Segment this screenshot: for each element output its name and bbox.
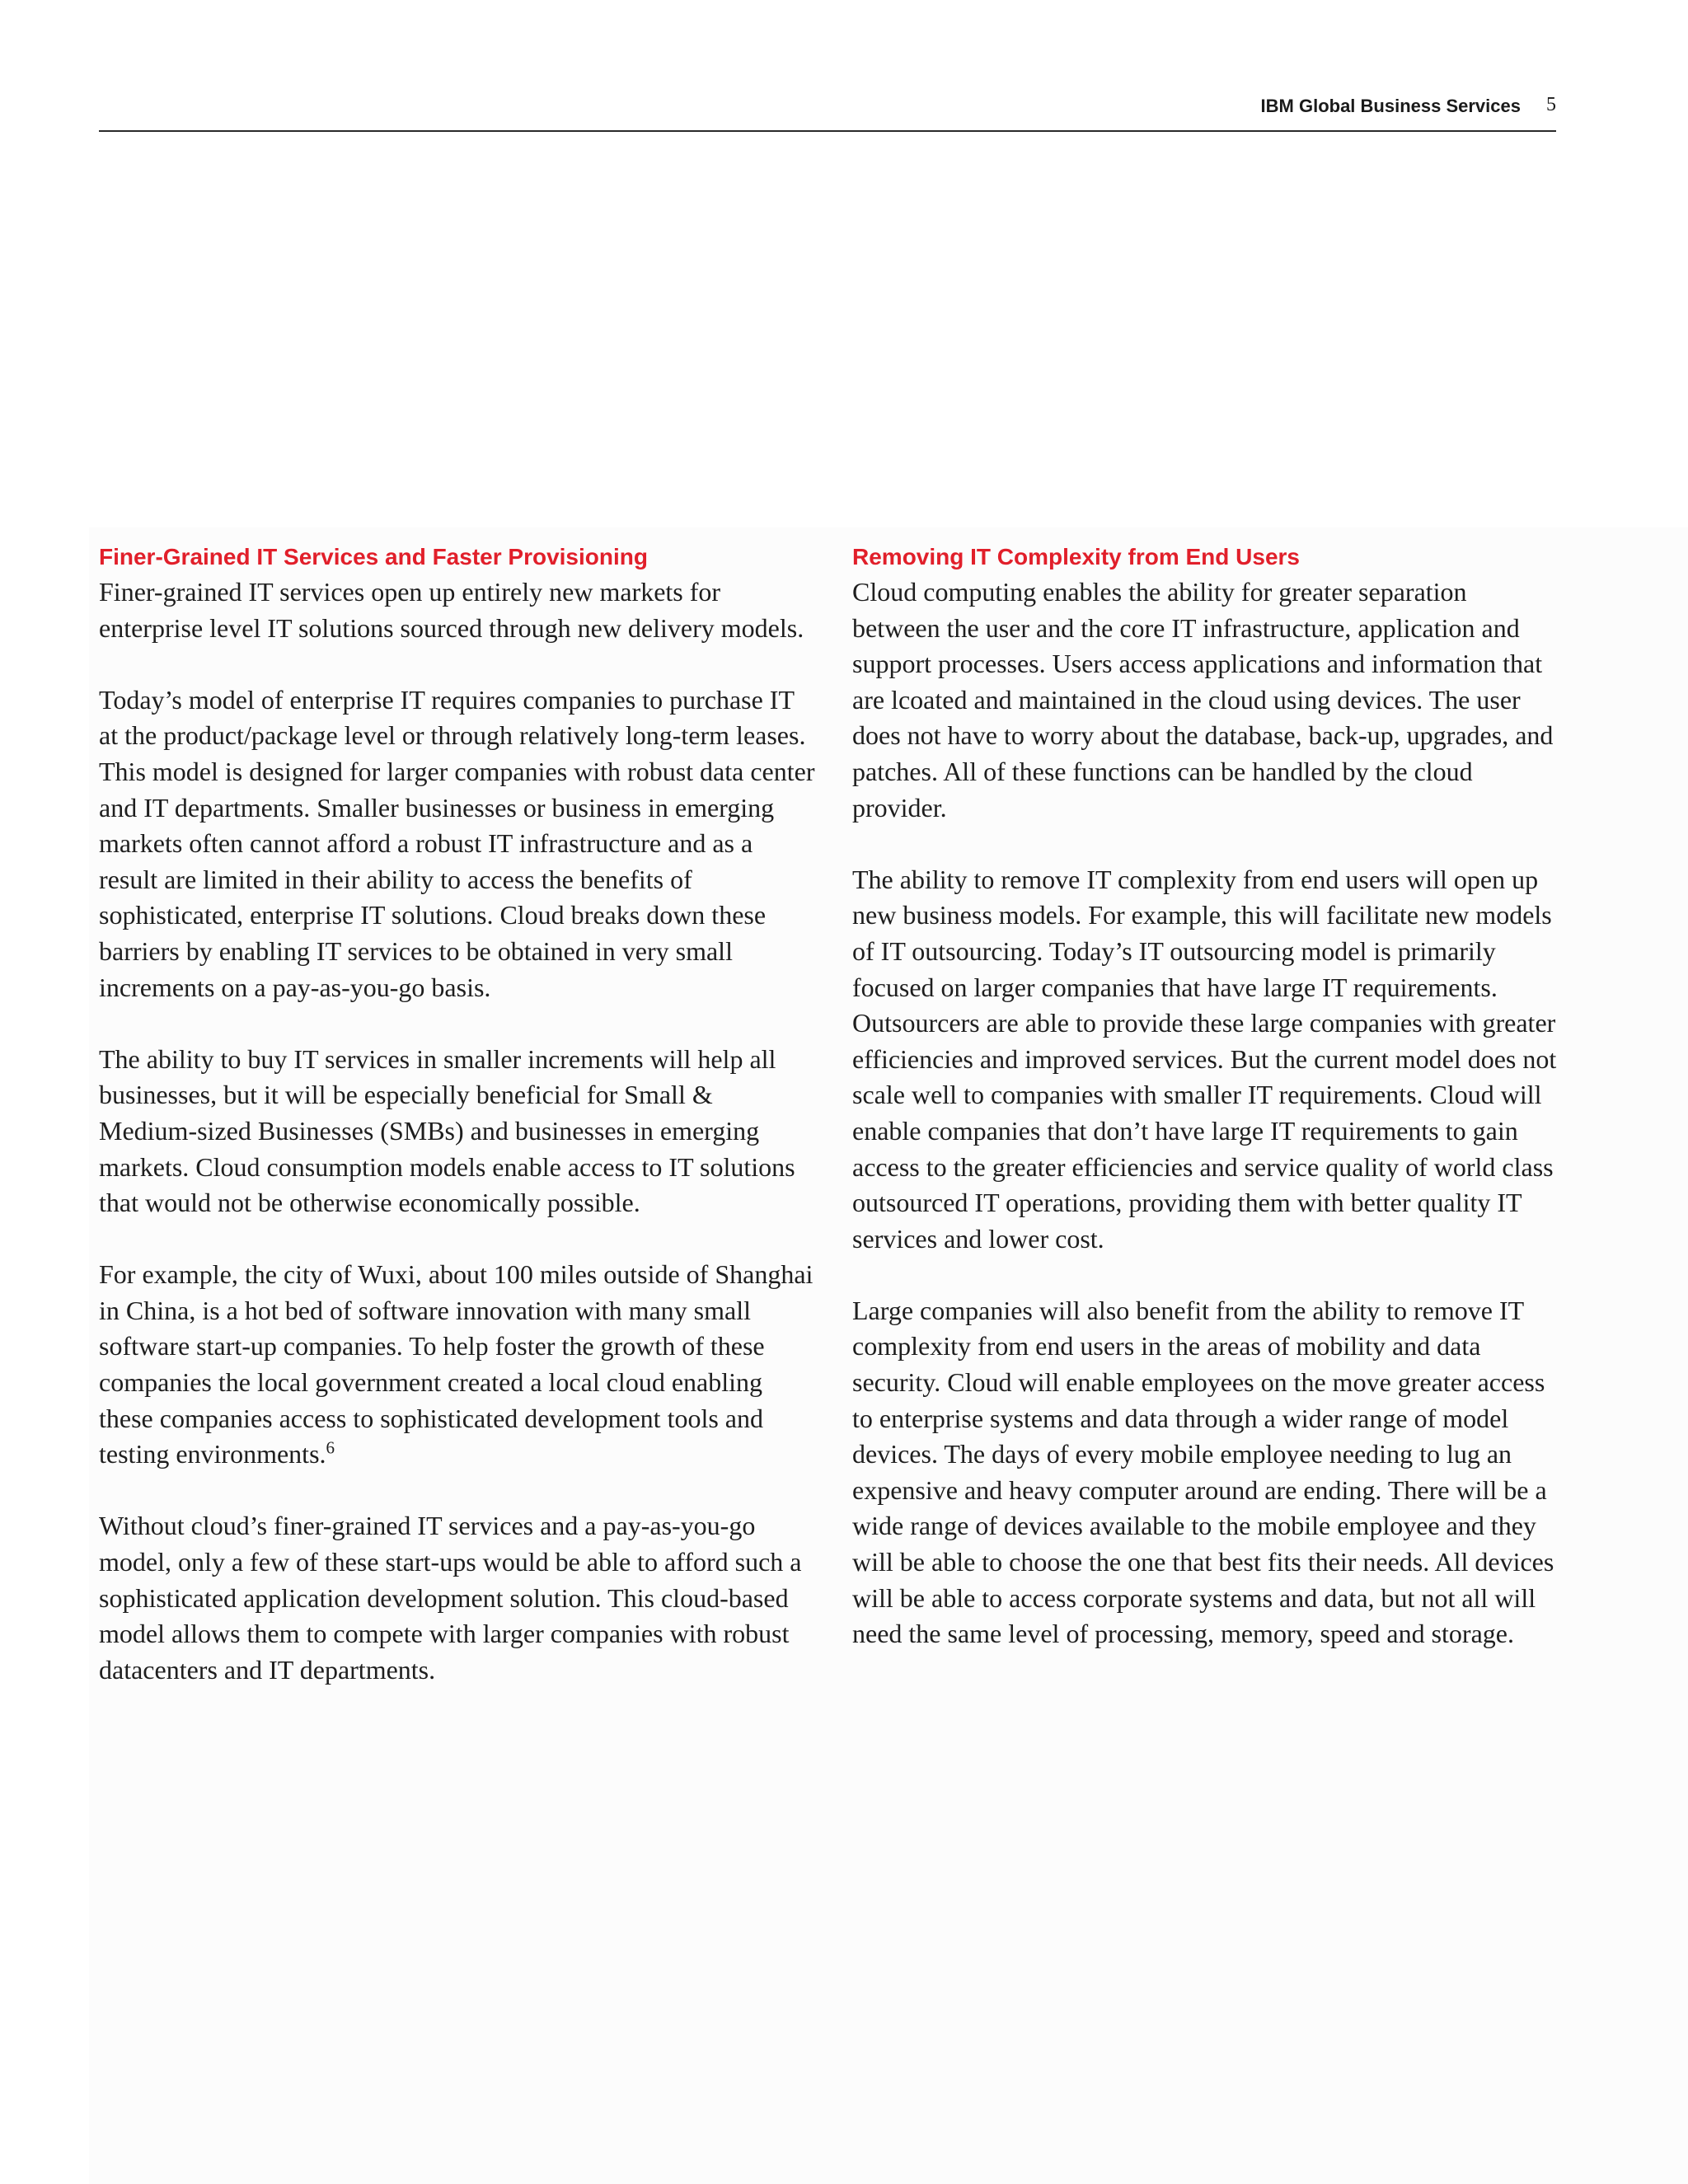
right-column [852, 540, 1561, 1688]
paragraph: The ability to remove IT complexity from end users will open up new business models. For example, this will facilitate new models of IT outsourcing. Today’s IT outsourcing model is primarily focused on larger companies that have large IT requirements. Outsourcers are able to provide these large companies with greater efficiencies and improved services. But the current model does not scale well to companies with smaller IT requirements. Cloud will enable companies that don’t have large IT requirements to gain access to the greater efficiencies and service quality of world class outsourced IT operations, providing them with better quality IT services and lower cost. [852, 864, 1557, 1254]
section-heading-finer-grained: Finer-Grained IT Services and Faster Provisioning [99, 544, 648, 569]
publisher-label: IBM Global Business Services [1260, 96, 1521, 116]
paragraph: Finer-grained IT services open up entirely new markets for enterprise level IT solutions sourced through new delivery models. [99, 577, 804, 643]
paragraph: Large companies will also benefit from the ability to remove IT complexity from end users in the areas of mobility and data security. Cloud will enable employees on the move greater access to enterprise systems and data through a wider range of model devices. The days of every mobile employee needing to lug an expensive and heavy computer around are ending. There will be a wide range of devices available to the mobile employee and they will be able to choose the one that best fits their needs. All devices will be able to access corporate systems and data, but not all will need the same level of processing, memory, speed and storage. [852, 1295, 1554, 1649]
section-heading-removing-complexity: Removing IT Complexity from End Users [852, 544, 1300, 569]
page-number: 5 [1546, 94, 1556, 115]
paragraph: The ability to buy IT services in smaller increments will help all businesses, but it will be especially beneficial for Small & Medium-sized Businesses (SMBs) and businesses in emerging markets. Cloud consumption models enable access to IT solutions that would not be otherwise economically possible. [99, 1043, 795, 1218]
paragraph: Without cloud’s finer-grained IT services and a pay-as-you-go model, only a few of these start-ups would be able to afford such a sophisticated application development solution. This cloud-based model allows them to compete with larger companies with robust datacenters and IT departments. [99, 1511, 802, 1685]
paragraph: Today’s model of enterprise IT requires companies to purchase IT at the product/package level or through relatively long-term leases. This model is designed for larger companies with robust data center and IT departments. Smaller businesses or business in emerging markets often cannot afford a robust IT infrastructure and as a result are limited in their ability to access the benefits of sophisticated, enterprise IT solutions. Cloud breaks down these barriers by enabling IT services to be obtained in very small increments on a pay-as-you-go basis. [99, 684, 815, 1002]
paragraph: Cloud computing enables the ability for greater separation between the user and the core IT infrastructure, application and support processes. Users access applications and information that are lcoated and maintained in the cloud using devices. The user does not have to worry about the database, back-up, upgrades, and patches. All of these functions can be handled by the cloud provider. [852, 577, 1554, 823]
footnote-reference: 6 [326, 1437, 335, 1458]
running-header [99, 91, 1556, 132]
paragraph-wuxi-example [99, 1257, 816, 1473]
paragraph-text: For example, the city of Wuxi, about 100 miles outside of Shanghai in China, is a hot bed of software innovation with many small software start-up companies. To help foster the growth of these companies the local government created a local cloud enabling these companies access to sophisticated development tools and testing environments. [99, 1259, 814, 1469]
left-column [99, 540, 816, 1724]
